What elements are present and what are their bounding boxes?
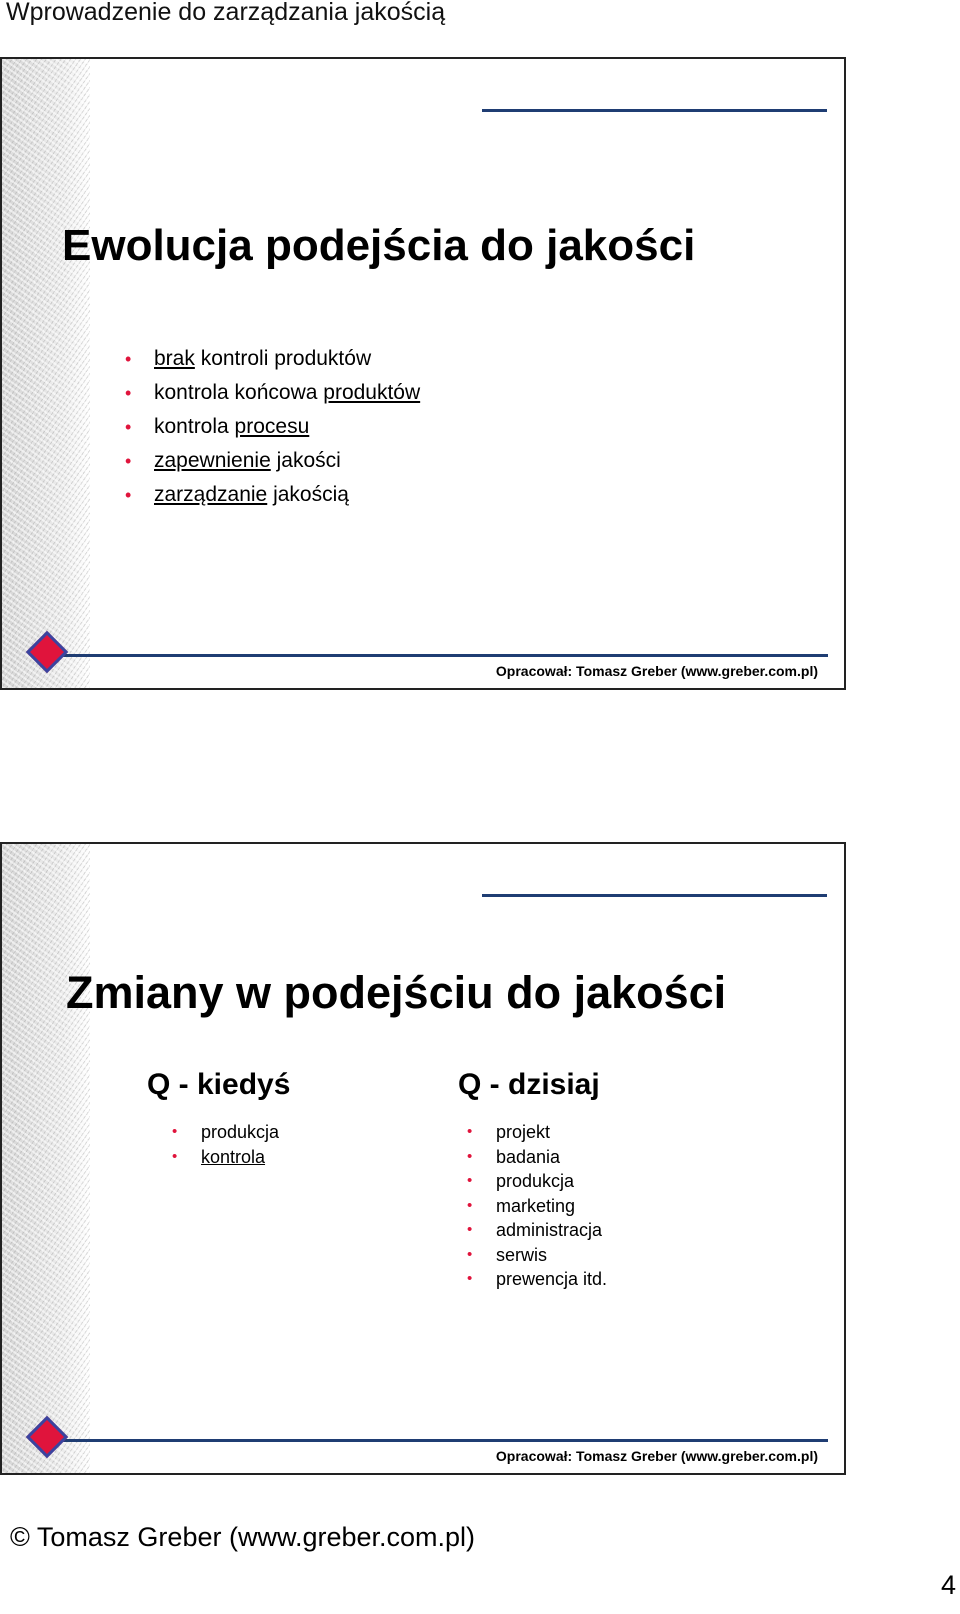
list-item: • produkcja [201,1120,279,1145]
bottom-rule [40,1439,828,1442]
list-item: • serwis [496,1243,607,1268]
underlined-term: zapewnienie [154,449,271,472]
slide-title: Ewolucja podejścia do jakości [62,221,696,270]
present-list [496,1120,607,1292]
column-heading-past: Q - kiedyś [147,1068,291,1101]
past-list [201,1120,279,1169]
list-item: • administracja [496,1218,607,1243]
document-header: Wprowadzenie do zarządzania jakością [6,0,446,26]
list-item [154,410,420,444]
list-item [154,478,420,512]
list-item: • produkcja [496,1169,607,1194]
list-item: • badania [496,1145,607,1170]
slide-changes [0,842,846,1475]
slide-texture-strip [2,59,90,688]
list-item: • marketing [496,1194,607,1219]
slide-texture-strip [2,844,90,1473]
list-item: • kontrola [201,1145,279,1170]
item-text: jakości [270,449,341,472]
bottom-rule [40,654,828,657]
slide-credit: Opracował: Tomasz Greber (www.greber.com.pl) [495,1448,818,1464]
list-item [154,444,420,478]
slide-credit: Opracował: Tomasz Greber (www.greber.com.pl) [495,663,818,679]
list-item [154,376,420,410]
item-text: kontrola [154,415,235,438]
underlined-term: procesu [234,415,310,438]
page-number: 4 [940,1570,956,1600]
list-item [154,342,420,376]
item-text: kontroli produktów [194,347,372,370]
top-rule [482,109,827,112]
list-item: • projekt [496,1120,607,1145]
underlined-term: zarządzanie [154,483,268,506]
item-text: kontrola końcowa [154,381,324,404]
list-item: • prewencja itd. [496,1267,607,1292]
top-rule [482,894,827,897]
underlined-term: brak [154,347,195,370]
underlined-term: produktów [323,381,421,404]
slide-evolution [0,57,846,690]
item-text: jakością [267,483,349,506]
bullet-list [154,342,420,512]
column-heading-present: Q - dzisiaj [458,1068,600,1101]
slide-title: Zmiany w podejściu do jakości [66,967,727,1018]
document-footer: © Tomasz Greber (www.greber.com.pl) [10,1522,476,1552]
